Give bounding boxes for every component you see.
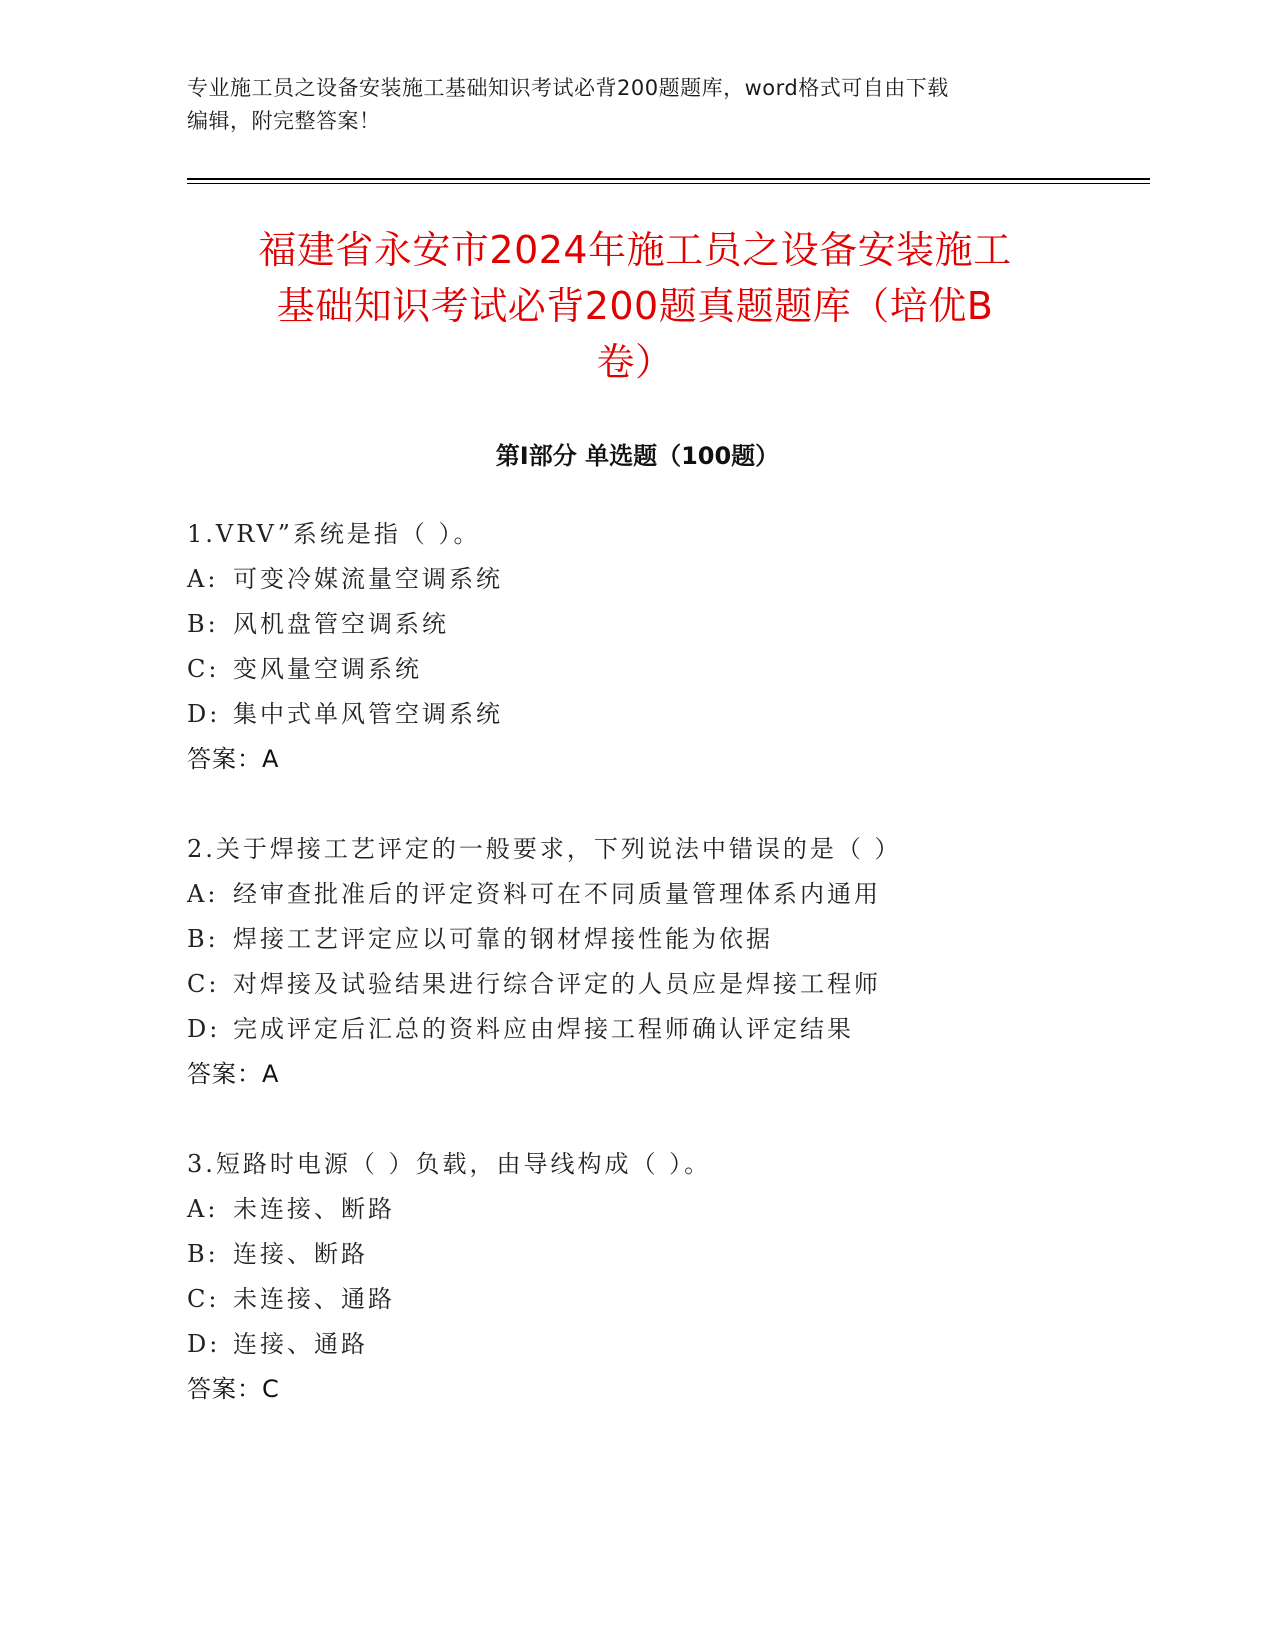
option-a [187,1187,1087,1232]
question-2 [187,827,1087,1097]
document-title [170,222,1100,390]
header-note [187,72,1067,138]
question-stem: 1.VRV”系统是指（ ）。 [187,520,481,548]
option-letter: B: [187,925,219,953]
header-divider-thin [187,183,1150,184]
answer: 答案：A [187,745,280,773]
option-letter: A: [187,565,219,593]
question-1 [187,512,1087,782]
header-divider-thick [187,178,1150,180]
option-text: 连接、断路 [233,1240,368,1268]
option-c [187,962,1087,1007]
option-text: 经审查批准后的评定资料可在不同质量管理体系内通用 [233,880,881,908]
option-text: 未连接、断路 [233,1195,395,1223]
document-title-line-2: 基础知识考试必背200题真题题库（培优B [276,284,994,328]
option-letter: A: [187,880,219,908]
answer: 答案：C [187,1375,280,1403]
header-note-line-2: 编辑，附完整答案！ [187,109,381,133]
option-text: 对焊接及试验结果进行综合评定的人员应是焊接工程师 [233,970,881,998]
option-text: 集中式单风管空调系统 [233,700,503,728]
question-stem: 3.短路时电源（ ）负载，由导线构成（ ）。 [187,1150,712,1178]
option-text: 变风量空调系统 [233,655,422,683]
question-stem: 2.关于焊接工艺评定的一般要求，下列说法中错误的是（ ） [187,835,902,863]
option-c [187,647,1087,692]
option-letter: B: [187,610,219,638]
option-a [187,557,1087,602]
option-d [187,1007,1087,1052]
option-letter: C: [187,970,220,998]
option-d [187,692,1087,737]
document-title-line-1: 福建省永安市2024年施工员之设备安装施工 [258,228,1012,272]
option-b [187,917,1087,962]
option-c [187,1277,1087,1322]
option-text: 焊接工艺评定应以可靠的钢材焊接性能为依据 [233,925,773,953]
option-b [187,602,1087,647]
option-a [187,872,1087,917]
option-letter: A: [187,1195,219,1223]
option-text: 风机盘管空调系统 [233,610,449,638]
option-letter: D: [187,1330,221,1358]
answer: 答案：A [187,1060,280,1088]
option-letter: C: [187,1285,220,1313]
option-letter: C: [187,655,220,683]
header-note-line-1: 专业施工员之设备安装施工基础知识考试必背200题题库，word格式可自由下载 [187,76,949,100]
option-text: 完成评定后汇总的资料应由焊接工程师确认评定结果 [233,1015,854,1043]
question-3 [187,1142,1087,1412]
option-text: 未连接、通路 [233,1285,395,1313]
option-text: 可变冷媒流量空调系统 [233,565,503,593]
option-d [187,1322,1087,1367]
option-letter: D: [187,700,221,728]
option-b [187,1232,1087,1277]
option-letter: B: [187,1240,219,1268]
option-text: 连接、通路 [233,1330,368,1358]
document-title-line-3: 卷） [596,340,674,384]
option-letter: D: [187,1015,221,1043]
section-title: 第Ⅰ部分 单选题（100题） [495,442,780,470]
